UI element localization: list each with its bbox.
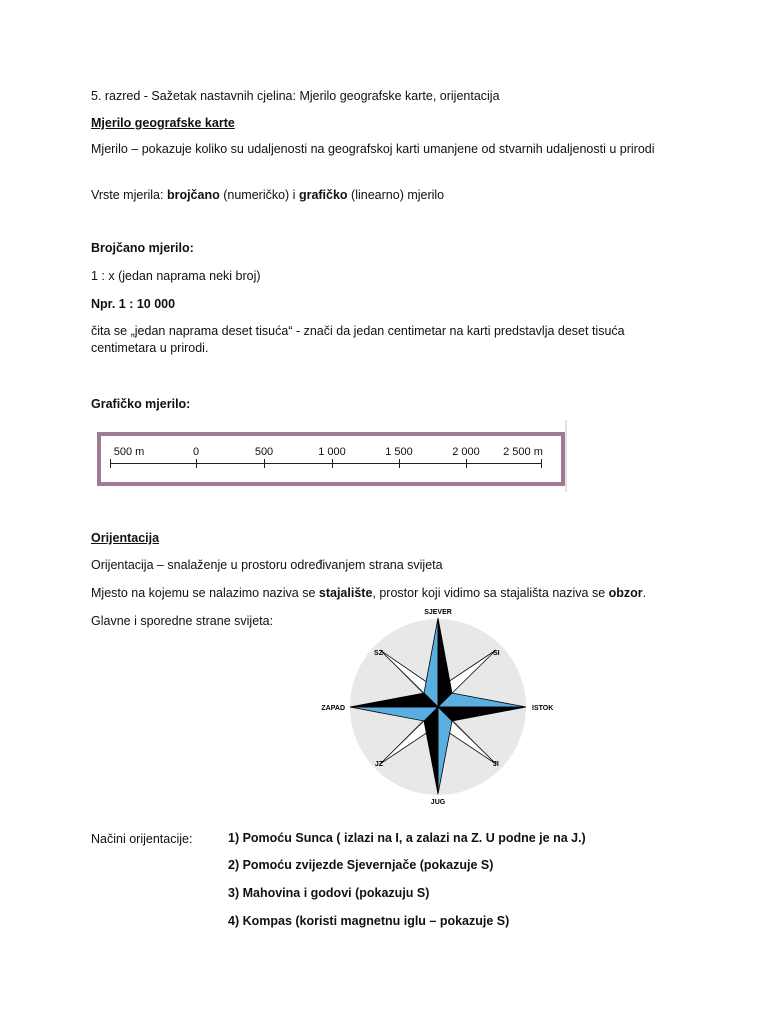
scale-tick-label: 1 500: [385, 446, 413, 458]
scale-tick: [541, 459, 542, 468]
numeric-scale-explanation: čita se „jedan naprama deset tisuća“ - znači da jedan centimetar na karti predstavlja deset tisuća centimetara u prirodi.: [91, 324, 625, 355]
orientation-def-term: Orijentacija: [91, 558, 154, 572]
numeric-scale-heading: Brojčano mjerilo:: [91, 241, 194, 255]
section-heading-scale: Mjerilo geografske karte: [91, 116, 235, 130]
horizon-term: obzor: [608, 586, 643, 600]
methods-label: Načini orijentacije:: [91, 832, 193, 846]
scale-tick-label: 2 000: [452, 446, 480, 458]
scale-tick-label: 500 m: [113, 446, 145, 458]
scale-image-edge: [565, 420, 567, 492]
scale-definition: [91, 141, 661, 158]
standpoint-text1: Mjesto na kojemu se nalazimo naziva se: [91, 586, 319, 600]
scale-tick: [399, 459, 400, 468]
method-item: 4) Kompas (koristi magnetnu iglu – pokazuje S): [228, 914, 510, 928]
scale-tick-label: 1 000: [318, 446, 346, 458]
compass-label-nw: SZ: [374, 650, 383, 657]
scale-types: [91, 187, 444, 204]
scale-types-text1: (numeričko) i: [219, 188, 299, 202]
scale-tick: [196, 459, 197, 468]
scale-tick: [264, 459, 265, 468]
standpoint-sentence: [91, 585, 646, 602]
standpoint-text2: , prostor koji vidimo sa stajališta naziva se: [372, 586, 609, 600]
compass-label-ne: SI: [493, 650, 500, 657]
graphic-scale-bar: [97, 432, 565, 486]
compass-label-sw: JZ: [374, 761, 383, 768]
scale-tick: [110, 459, 111, 468]
method-item: 3) Mahovina i godovi (pokazuju S): [228, 886, 430, 900]
compass-label-se: JI: [493, 761, 499, 768]
scale-types-prefix: Vrste mjerila:: [91, 188, 167, 202]
scale-types-text2: (linearno) mjerilo: [347, 188, 445, 202]
scale-type-numeric: brojčano: [166, 188, 220, 202]
numeric-scale-example: Npr. 1 : 10 000: [91, 297, 176, 311]
compass-label-north: SJEVER: [424, 609, 452, 616]
compass-rose: [316, 604, 578, 808]
scale-baseline: [110, 463, 542, 464]
standpoint-term: stajalište: [318, 586, 373, 600]
scale-tick: [466, 459, 467, 468]
compass-label-west: ZAPAD: [321, 705, 345, 712]
numeric-scale-formula: 1 : x (jedan naprama neki broj): [91, 269, 261, 283]
method-item: 2) Pomoću zvijezde Sjevernjače (pokazuje S): [228, 858, 494, 872]
scale-def-text: – pokazuje koliko su udaljenosti na geografskoj karti umanjene od stvarnih udaljenosti u prirodi: [127, 142, 655, 156]
document-title: 5. razred - Sažetak nastavnih cjelina: Mjerilo geografske karte, orijentacija: [91, 89, 500, 103]
scale-tick-label: 0: [192, 446, 200, 458]
scale-tick-label: 2 500 m: [503, 446, 543, 458]
compass-label-east: ISTOK: [532, 705, 554, 712]
scale-def-term: Mjerilo: [91, 142, 128, 156]
scale-type-graphic: grafičko: [298, 188, 348, 202]
graphic-scale-heading: Grafičko mjerilo:: [91, 397, 191, 411]
scale-tick-label: 500: [254, 446, 274, 458]
orientation-heading: Orijentacija: [91, 531, 160, 545]
orientation-def-text: – snalaženje u prostoru određivanjem strana svijeta: [153, 558, 443, 572]
orientation-definition: [91, 557, 443, 574]
scale-tick: [332, 459, 333, 468]
directions-label: Glavne i sporedne strane svijeta:: [91, 614, 274, 628]
compass-label-south: JUG: [430, 799, 446, 806]
standpoint-text3: .: [642, 586, 647, 600]
method-item: 1) Pomoću Sunca ( izlazi na I, a zalazi na Z. U podne je na J.): [228, 831, 586, 845]
